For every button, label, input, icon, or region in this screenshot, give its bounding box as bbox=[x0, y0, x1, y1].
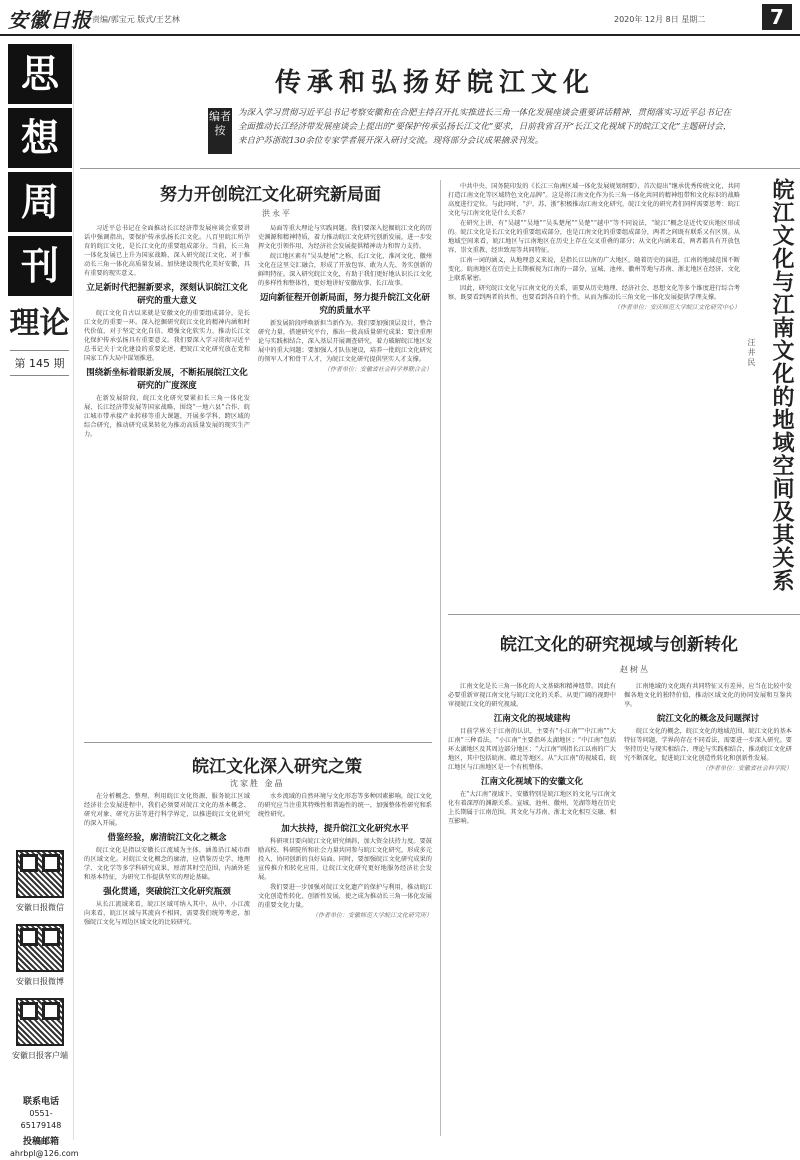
paragraph: 皖江地区素有“吴头楚尾”之称，长江文化、淮河文化、徽州文化在这里交汇融合，形成了开放包容、敢为人先、务实创新的鲜明特征。深入研究皖江文化，有助于我们更好地认识长江文化的多样性和整体性，更好地讲好安徽故事、长江故事。 bbox=[258, 253, 432, 287]
editor-note-tag: 编者按 bbox=[208, 108, 232, 154]
contact-email-title: 投稿邮箱 bbox=[22, 1137, 59, 1147]
masthead bbox=[0, 0, 800, 36]
page-number: 7 bbox=[762, 4, 792, 30]
qr-code-icon bbox=[16, 850, 64, 898]
article-source: （作者单位：安庆师范大学皖江文化研究中心） bbox=[613, 304, 740, 311]
issue-date: 2020年 12月 8日 星期二 bbox=[614, 15, 706, 24]
paragraph: 我们要进一步加强对皖江文化遗产的保护与利用，推动皖江文化创造性转化、创新性发展，使之成为推动长三角一体化发展的重要文化力量。 bbox=[258, 884, 432, 909]
paragraph: 江南一词的涵义，从地理意义来说，是指长江以南的广大地区，随着历史的演进，江南的地域范围不断变化。皖南地区在历史上长期被视为江南的一部分，宣城、池州、徽州等地与苏南、浙北地区在经济、文化上联系紧密。 bbox=[448, 257, 740, 282]
article1-title: 努力开创皖江文化研究新局面 bbox=[160, 185, 381, 205]
qr-label: 安徽日报客户端 bbox=[12, 1051, 68, 1060]
qr-label: 安徽日报微信 bbox=[16, 903, 64, 912]
contact-info bbox=[10, 1096, 79, 1160]
paragraph: 皖江文化的概念，皖江文化的地域范围、皖江文化的基本特征等问题，学界尚存在不同看法，需要进一步深入研究。要坚持历史与现实相结合、理论与实践相结合，推动皖江文化研究不断深化，促进皖江文化创造性转化和创新性发展。 bbox=[624, 728, 792, 762]
article4-column-2 bbox=[624, 682, 792, 1136]
paragraph: 中共中央、国务院印发的《长江三角洲区域一体化发展规划纲要》，首次提出“继承优秀传统文化，共同打造江南文化等区域特色文化品牌”。这是将江南文化作为长三角一体化共同的精神纽带和文化标识的战略高度进行定位。与此同时，“沪、苏、浙”积极推动江南文化研究，皖江文化的研究者们同样需要思考：皖江文化与江南文化是什么关系？ bbox=[448, 183, 740, 217]
qr-code-icon bbox=[16, 924, 64, 972]
paragraph: 江南地域的文化既有共同特征又有差异，应当在比较中发掘各地文化的独特价值，推动区域文化的协同发展和互鉴共享。 bbox=[624, 683, 792, 708]
subheading: 迈向新征程开创新局面，努力提升皖江文化研究的质量水平 bbox=[259, 293, 430, 316]
article4-column-1 bbox=[448, 682, 616, 1136]
qr-block-weibo[interactable] bbox=[8, 924, 72, 987]
article2-author: 沈家胜 金晶 bbox=[230, 779, 285, 788]
newspaper-logo: 安徽日报 bbox=[8, 8, 92, 32]
contact-email: ahrbpl@126.com bbox=[10, 1149, 79, 1158]
subheading: 借鉴经验，廓清皖江文化之概念 bbox=[107, 833, 227, 843]
editor-note-text: 为深入学习贯彻习近平总书记考察安徽和在合肥主持召开扎实推进长三角一体化发展座谈会重要讲话精神，贯彻落实习近平总书记在全面推动长江经济带发展座谈会上提出的“要保护传承弘扬长江文化”要求，日前我省召开“长江文化视域下的皖江文化”主题研讨会，来自沪苏浙皖130余位专家学者展开深入研讨交流。现将部分会议成果摘录刊发。 bbox=[238, 108, 732, 146]
paragraph: 新发展阶段呼唤新担当新作为。我们要加强顶层设计，整合研究力量，搭建研究平台，推出一批高质量研究成果；要注重理论与实践相结合，深入基层开展调查研究，着力破解皖江地区发展中的重大问题；要加强人才队伍建设，培养一批皖江文化研究的领军人才和骨干人才，为皖江文化研究提供坚实人才支撑。 bbox=[258, 320, 432, 363]
article1-column-1 bbox=[84, 224, 250, 660]
paragraph: 皖江文化自古以来就是安徽文化的重要组成部分，是长江文化的重要一环。深入挖掘研究皖江文化的精神内涵和时代价值，对于坚定文化自信、增强文化软实力、推动长江文化保护传承弘扬具有重要意义。我们要深入学习贯彻习近平总书记关于文化建设的重要论述，把皖江文化研究放在党和国家工作大局中谋划推进。 bbox=[84, 310, 250, 362]
article1-author: 洪永平 bbox=[262, 209, 292, 218]
paragraph: 水乡流域的自然环境与文化形态等多种因素影响，皖江文化的研究应当注重其特殊性和普遍性的统一，加强整体性研究和系统性研究。 bbox=[258, 793, 432, 818]
subheading: 江南文化视域下的安徽文化 bbox=[480, 777, 583, 787]
contact-phone: 0551-65179148 bbox=[20, 1109, 62, 1130]
subheading: 江南文化的视域建构 bbox=[493, 714, 571, 724]
column-divider bbox=[440, 180, 441, 1136]
article-source: （作者单位：安徽省社会科学界联合会） bbox=[323, 366, 432, 373]
paragraph: 习近平总书记在全面推动长江经济带发展座谈会重要讲话中强调指出，要保护传承弘扬长江文化。八百里皖江所孕育的皖江文化，是长江文化的重要组成部分。当前，长三角一体化发展已上升为国家战略，深入研究皖江文化，对于推动长三角一体化高质量发展、加快建设现代化美好安徽，具有重要的现实意义。 bbox=[84, 225, 250, 277]
subheading: 皖江文化的概念及问题探讨 bbox=[656, 714, 759, 724]
issue-number: 第 145 期 bbox=[10, 350, 69, 376]
divider bbox=[80, 168, 800, 169]
article3-title: 皖江文化与江南文化的地域空间及其关系 bbox=[769, 178, 794, 592]
column-name-char: 周 bbox=[8, 172, 72, 232]
contact-phone-title: 联系电话 bbox=[22, 1097, 59, 1107]
article2-column-1 bbox=[84, 792, 250, 1136]
article4-author: 赵树丛 bbox=[620, 665, 650, 674]
divider bbox=[84, 742, 432, 743]
article1-column-2 bbox=[258, 224, 432, 660]
paragraph: 从长江流域来看，皖江区域可纳入其中，从中、小江流向来看，皖江区域与其流向不相同，需要我们统筹考虑，加强皖江文化与周边区域文化的比较研究。 bbox=[84, 901, 250, 926]
article3-author: 汪井民 bbox=[747, 338, 756, 368]
article-source: （作者单位：安徽省社会科学院） bbox=[701, 765, 792, 772]
paragraph: 江南文化是长三角一体化的人文基础和精神纽带。因此有必要重新审视江南文化与皖江文化的关系，从更广阔的视野中审视皖江文化的研究视域。 bbox=[448, 683, 616, 708]
column-name-char: 思 bbox=[8, 44, 72, 104]
paragraph: 皖江文化是指以安徽长江流域为主体，涵盖沿江城市群的区域文化。对皖江文化概念的廓清，应借鉴历史学、地理学、文化学等多学科研究成果，厘清其时空范围、内涵外延和基本特征，为研究工作提供坚实的理论基础。 bbox=[84, 847, 250, 881]
qr-block-wechat[interactable] bbox=[8, 850, 72, 913]
paragraph: 在“大江南”视域下，安徽特别是皖江地区的文化与江南文化有着深厚的渊源关系。宣城、池州、徽州、芜湖等地在历史上长期属于江南范围，其文化与苏南、浙北文化相互交融、相互影响。 bbox=[448, 791, 616, 825]
sidebar bbox=[6, 44, 79, 1158]
divider bbox=[448, 614, 800, 615]
article2-title: 皖江文化深入研究之策 bbox=[192, 757, 362, 777]
paragraph: 科研项目要向皖江文化研究倾斜，加大资金扶持力度。要鼓励高校、科研院所和社会力量共同参与皖江文化研究，形成多元投入、协同创新的良好局面。同时，要加强皖江文化研究成果的宣传推介和转化应用，让皖江文化研究更好地服务经济社会发展。 bbox=[258, 838, 432, 881]
subheading: 围绕新坐标着眼新发展，不断拓展皖江文化研究的广度深度 bbox=[86, 368, 248, 391]
paragraph: 在研究上讲，有“吴越”“吴地”“吴头楚尾”“吴楚”“越中”等不同说法，“皖江”概念是近代安庆地区形成的。皖江文化是长江文化的重要组成部分，也是江南文化的重要组成部分，两者之间既有联系又有区别。从地域空间来看，皖江地区与江南地区在历史上存在交叉重叠的部分；从文化内涵来看，两者都具有开放包容、崇文重教、经世致用等共同特征。 bbox=[448, 220, 740, 254]
paragraph: 目前学界关于江南的认识，主要有“小江南”“中江南”“大江南”三种看法。“小江南”主要指环太湖地区；“中江南”包括环太湖地区及其周边部分地区；“大江南”则指长江以南的广大地区，其中包括皖南、赣北等地区。从“大江南”的视域看，皖江地区与江南地区是一个有机整体。 bbox=[448, 728, 616, 771]
subheading: 加大扶持，提升皖江文化研究水平 bbox=[281, 824, 409, 834]
subheading: 立足新时代把握新要求，深刻认识皖江文化研究的重大意义 bbox=[86, 283, 248, 306]
article3-body bbox=[448, 182, 740, 602]
article2-column-2 bbox=[258, 792, 432, 1136]
qr-label: 安徽日报微博 bbox=[16, 977, 64, 986]
column-name-char: 想 bbox=[8, 108, 72, 168]
editor-credits: 责编/郭宝元 版式/王艺林 bbox=[92, 15, 180, 24]
article-source: （作者单位：安徽师范大学皖江文化研究所） bbox=[311, 912, 432, 919]
paragraph: 在分析概念、整理、利用皖江文化资源、服务皖江区域经济社会发展进程中，我们必须要对皖江文化的基本概念、研究对象、研究方法等进行科学界定，以推进皖江文化研究的深入开展。 bbox=[84, 793, 250, 827]
paragraph: 局面等重大理论与实践问题。我们要深入挖掘皖江文化的历史渊源和精神特质，着力推动皖江文化研究创新发展，进一步发挥文化引领作用，为经济社会发展提供精神动力和智力支持。 bbox=[258, 225, 432, 250]
qr-block-app[interactable] bbox=[8, 998, 72, 1061]
column-name-char: 刊 bbox=[8, 236, 72, 296]
article4-title: 皖江文化的研究视域与创新转化 bbox=[500, 635, 738, 655]
paragraph: 因此，研究皖江文化与江南文化的关系，需要从历史地理、经济社会、思想文化等多个维度进行综合考察，既要看到两者的共性，也要看到各自的个性，从而为推动长三角文化一体化发展提供学理支撑。 bbox=[448, 285, 740, 301]
section-label: 理论 bbox=[9, 306, 70, 341]
qr-code-icon bbox=[16, 998, 64, 1046]
page-headline: 传承和弘扬好皖江文化 bbox=[274, 68, 595, 98]
paragraph: 在新发展阶段，皖江文化研究要紧扣长三角一体化发展、长江经济带发展等国家战略，围绕“一地六县”合作、皖江城市带承接产业转移等重大课题，开展多学科、跨区域的综合研究，推动研究成果转化为推动高质量发展的现实生产力。 bbox=[84, 395, 250, 438]
subheading: 强化贯通，突破皖江文化研究瓶颈 bbox=[103, 887, 231, 897]
